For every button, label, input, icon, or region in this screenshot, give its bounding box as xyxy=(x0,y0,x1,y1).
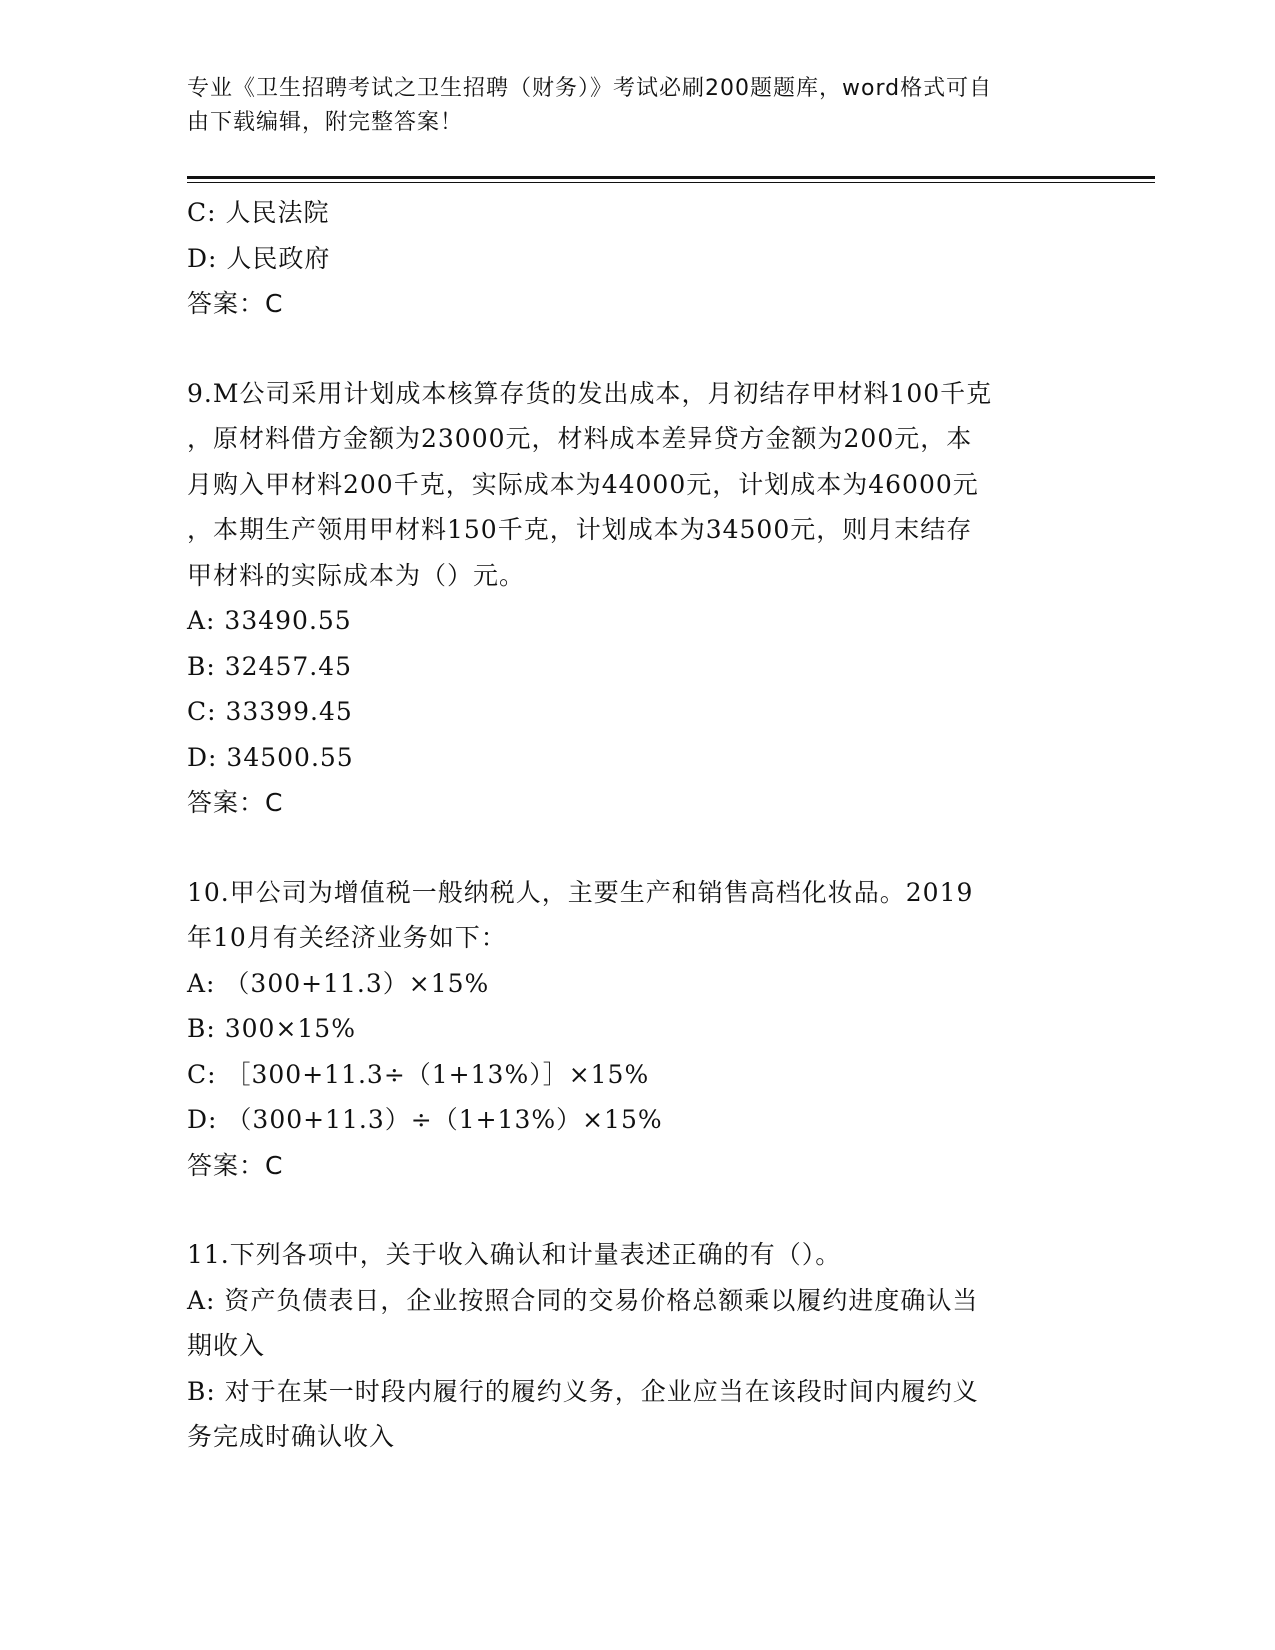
q11-option-a-line: A: 资产负债表日，企业按照合同的交易价格总额乘以履约进度确认当 xyxy=(187,1285,979,1315)
q9-option-c: C: 33399.45 xyxy=(187,697,353,726)
spacer xyxy=(187,327,1087,371)
header-line-2: 由下载编辑，附完整答案！ xyxy=(187,110,464,135)
spacer xyxy=(187,826,1087,870)
q9-answer: 答案：C xyxy=(187,788,284,817)
q9-option-d: D: 34500.55 xyxy=(187,742,354,772)
document-header xyxy=(187,72,1087,140)
q9-stem-line: 9.M公司采用计划成本核算存货的发出成本，月初结存甲材料100千克 xyxy=(187,378,993,408)
question-content xyxy=(187,190,1087,1460)
q11-option-b-line: B: 对于在某一时段内履行的履约义务，企业应当在该段时间内履约义 xyxy=(187,1376,979,1406)
q11-option-b-line: 务完成时确认收入 xyxy=(187,1422,396,1451)
question-8-tail xyxy=(187,190,1087,327)
q9-stem-line: ，原材料借方金额为23000元，材料成本差异贷方金额为200元，本 xyxy=(187,424,973,453)
q9-option-a: A: 33490.55 xyxy=(187,606,352,635)
q10-option-c: C: ［300+11.3÷（1+13%）］×15% xyxy=(187,1059,650,1089)
q8-option-d: D: 人民政府 xyxy=(187,243,331,273)
header-divider-thick xyxy=(187,176,1155,179)
q9-stem-line: ，本期生产领用甲材料150千克，计划成本为34500元，则月末结存 xyxy=(187,515,973,544)
question-10 xyxy=(187,870,1087,1189)
q10-option-d: D: （300+11.3）÷（1+13%）×15% xyxy=(187,1105,663,1134)
q8-answer: 答案：C xyxy=(187,289,284,318)
header-line-1: 专业《卫生招聘考试之卫生招聘（财务）》考试必刷200题题库，word格式可自 xyxy=(187,76,993,101)
question-9 xyxy=(187,371,1087,826)
q9-stem-line: 甲材料的实际成本为（）元。 xyxy=(187,560,526,590)
spacer xyxy=(187,1188,1087,1232)
q10-option-b: B: 300×15% xyxy=(187,1014,356,1043)
q10-answer: 答案：C xyxy=(187,1150,284,1180)
q9-stem-line: 月购入甲材料200千克，实际成本为44000元，计划成本为46000元 xyxy=(187,469,979,499)
q9-option-b: B: 32457.45 xyxy=(187,651,353,681)
question-11 xyxy=(187,1232,1087,1460)
header-divider-thin xyxy=(187,182,1155,183)
q11-stem-line: 11.下列各项中，关于收入确认和计量表述正确的有（）。 xyxy=(187,1240,842,1269)
q10-option-a: A: （300+11.3）×15% xyxy=(187,968,490,998)
q8-option-c: C: 人民法院 xyxy=(187,198,330,227)
q10-stem-line: 年10月有关经济业务如下： xyxy=(187,923,507,952)
q10-stem-line: 10.甲公司为增值税一般纳税人，主要生产和销售高档化妆品。2019 xyxy=(187,877,974,907)
q11-option-a-line: 期收入 xyxy=(187,1331,266,1360)
